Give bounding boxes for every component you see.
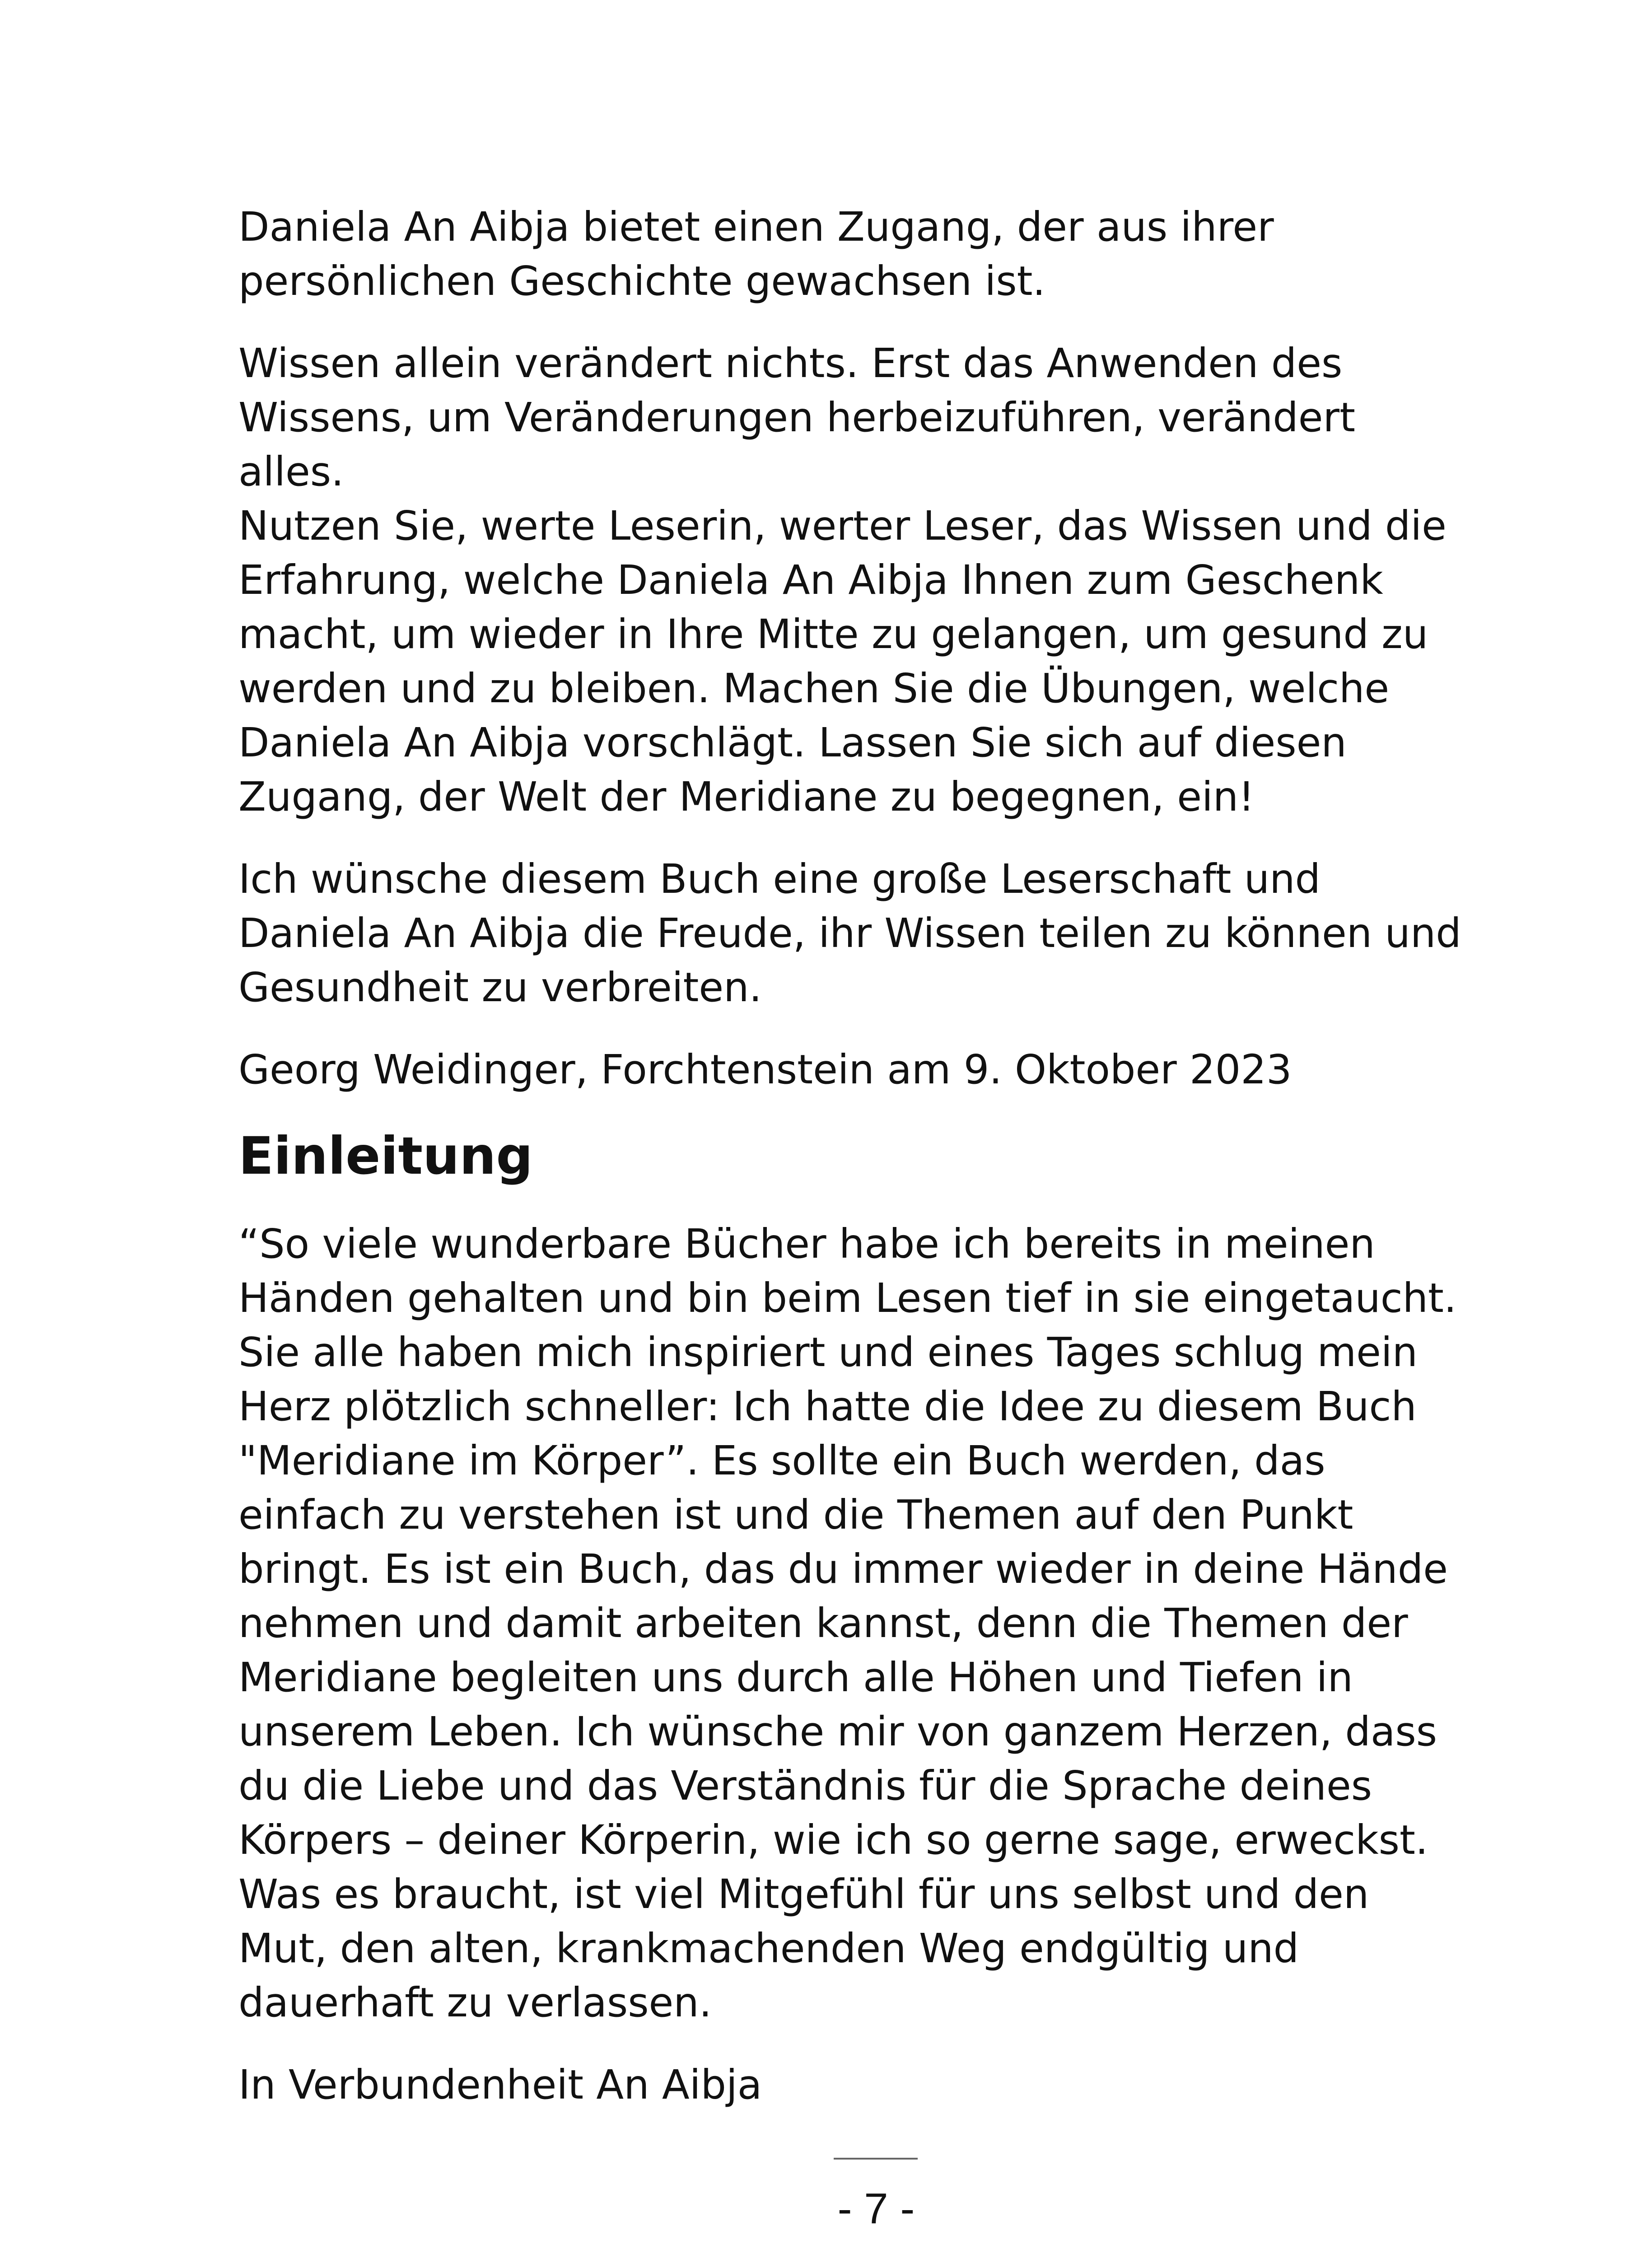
- paragraph-wishes: Ich wünsche diesem Buch eine große Leserschaft und Daniela An Aibja die Freude, ihr Wissen teilen zu können und Gesundheit zu verbreiten.: [238, 855, 1461, 1011]
- paragraph-reader-address: Nutzen Sie, werte Leserin, werter Leser, das Wissen und die Erfahrung, welche Daniela An Aibja Ihnen zum Geschenk macht, um wieder in Ihre Mitte zu gelangen, um gesund zu werden und zu bleiben. Machen Sie die Übungen, welche Daniela An Aibja vorschlägt. Lassen Sie sich auf diesen Zugang, der Welt der Meridiane zu begegnen, ein!: [238, 502, 1447, 820]
- page-number: - 7 -: [837, 2184, 915, 2233]
- section-closing: In Verbundenheit An Aibja: [238, 2061, 762, 2108]
- paragraph-knowledge: Wissen allein verändert nichts. Erst das Anwenden des Wissens, um Veränderungen herbeizuführen, verändert alles.: [238, 340, 1355, 495]
- footer-divider: [834, 2158, 918, 2160]
- paragraph-signature: Georg Weidinger, Forchtenstein am 9. Oktober 2023: [238, 1046, 1292, 1093]
- section-body: “So viele wunderbare Bücher habe ich bereits in meinen Händen gehalten und bin beim Lesen tief in sie eingetaucht. Sie alle haben mich inspiriert und eines Tages schlug mein Herz plötzlich schneller: Ich hatte die Idee zu diesem Buch "Meridiane im Körper”. Es sollte ein Buch werden, das einfach zu verstehen ist und die Themen auf den Punkt bringt. Es ist ein Buch, das du immer wieder in deine Hände nehmen und damit arbeiten kannst, denn die Themen der Meridiane begleiten uns durch alle Höhen und Tiefen in unserem Leben. Ich wünsche mir von ganzem Herzen, dass du die Liebe und das Verständnis für die Sprache deines Körpers – deiner Körperin, wie ich so gerne sage, erweckst. Was es braucht, ist viel Mitgefühl für uns selbst und den Mut, den alten, krankmachenden Weg endgültig und dauerhaft zu verlassen.: [238, 1220, 1457, 2026]
- paragraph-intro: Daniela An Aibja bietet einen Zugang, der aus ihrer persönlichen Geschichte gewachsen ist.: [238, 203, 1274, 304]
- section-heading: Einleitung: [238, 1126, 533, 1186]
- page-content: [238, 200, 1548, 2140]
